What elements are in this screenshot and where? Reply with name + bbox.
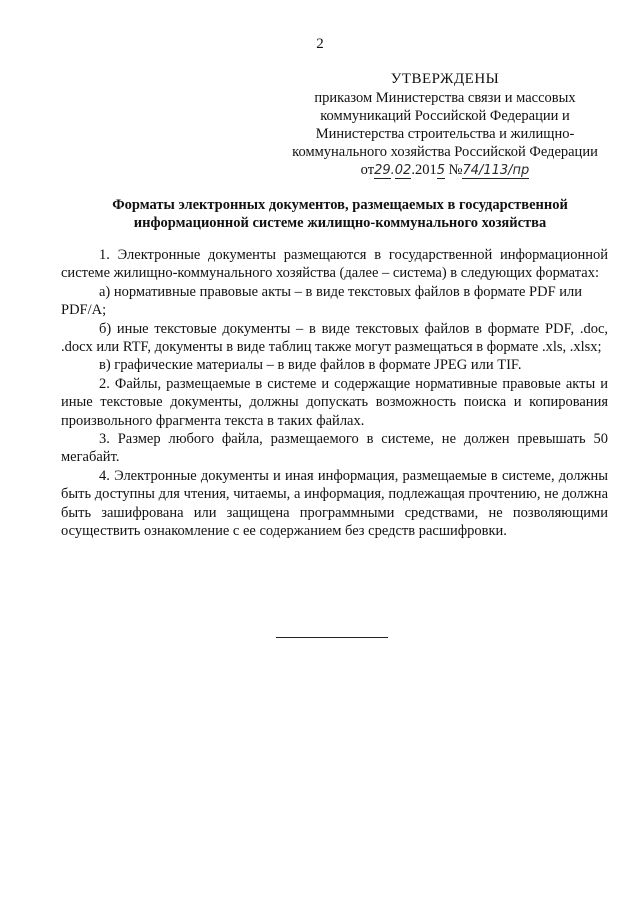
paragraph-4: 4. Электронные документы и иная информация, размещаемые в системе, должны быть доступны для чтения, читаемы, а информация, подлежащая прочтению, не должна быть зашифрована или защищена программными средствами, не позволяющими осуществить ознакомление с ее содержанием без средств расшифровки. (61, 467, 608, 540)
approval-block (280, 70, 610, 180)
paragraph-3: 3. Размер любого файла, размещаемого в системе, не должен превышать 50 мегабайт. (61, 431, 608, 466)
date-prefix: от (360, 162, 375, 178)
paragraph-2: 2. Файлы, размещаемые в системе и содержащие нормативные правовые акты и иные текстовые документы, должны допускать возможность поиска и копирования произвольного фрагмента текста в таких файлах. (61, 375, 608, 429)
date-month: 02 (394, 163, 412, 178)
paragraph-1a: а) нормативные правовые акты – в виде текстовых файлов в формате PDF или PDF/A; (61, 283, 583, 319)
approval-heading: УТВЕРЖДЕНЫ (390, 71, 500, 87)
end-divider (276, 637, 388, 638)
paragraph-1: 1. Электронные документы размещаются в государственной информационной системе жилищно-коммунального хозяйства (далее – система) в следующих форматах: (61, 247, 608, 282)
approval-line: коммуникаций Российской Федерации и (320, 108, 570, 124)
approval-line: коммунального хозяйства Российской Федерации (292, 144, 598, 160)
order-number: 74/113/пр (462, 163, 530, 178)
number-sign: № (448, 162, 463, 178)
title-line: информационной системе жилищно-коммунального хозяйства (133, 215, 547, 231)
date-year-digit: 5 (436, 163, 445, 178)
title-line: Форматы электронных документов, размещаемых в государственной (112, 197, 568, 213)
approval-date-line: от29.02.2015 №74/113/пр (360, 162, 530, 178)
paragraph-1c: в) графические материалы – в виде файлов в формате JPEG или TIF. (99, 357, 522, 374)
document-title (60, 196, 620, 232)
approval-line: приказом Министерства связи и массовых (314, 90, 576, 106)
document-body (61, 246, 608, 541)
page-number: 2 (316, 36, 324, 52)
paragraph-1b: б) иные текстовые документы – в виде текстовых файлов в формате PDF, .doc, .docx или RTF, документы в виде таблиц также могут размещаться в формате .xls, .xlsx; (61, 320, 608, 356)
approval-line: Министерства строительства и жилищно- (315, 126, 575, 142)
date-day: 29 (374, 163, 391, 178)
date-year: .201 (411, 162, 437, 178)
